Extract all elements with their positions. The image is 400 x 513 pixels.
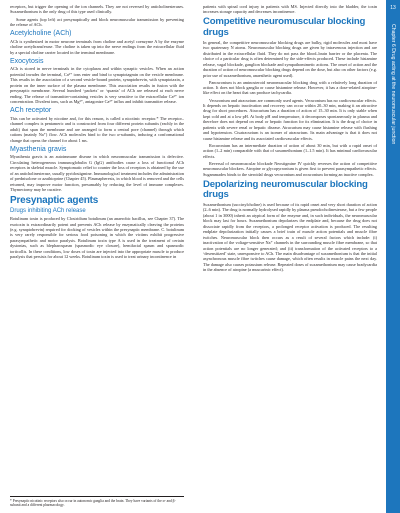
paragraph: receptors, but trigger the opening of the ion channels. They are not reversed by anticholinesterases. Suxamethonium is the only drug of this type used clinically.: [10, 4, 184, 15]
chapter-sidebar: [386, 0, 400, 513]
heading-presynaptic-agents: Presynaptic agents: [10, 195, 99, 207]
paragraph: This can be activated by nicotine and, for this reason, is called a nicotinic receptor.* The receptor–channel complex is pentameric and is constructed from four different protein subunits (eachly in the adult) that span the membrane and are arranged to form a central pore (channel) through which cations (mainly Na⁺) flow. ACh molecules bind to the two α-subunits, inducing a conformational change that opens the channel for about 1 ms.: [10, 115, 184, 143]
paragraph: Vecuronium and atracurium are commonly used agents. Vecuronium has no cardiovascular effects. It depends on hepatic inactivation and recovery can occur within 20–30 min, making it an attractive drug for short procedures. Atracurium has a duration of action of 15–30 min. It is only stable when kept cold and at a low pH. At body pH and temperature, it decomposes spontaneously in plasma and therefore does not depend on renal or hepatic function for its elimination. It is the drug of choice in patients with severe renal or hepatic disease. Atracurium may cause histamine release with flushing and hypotension. Cisatracurium is an isomer of atracurium. Its main advantage is that it does not cause histamine release and its associated cardiovascular effects.: [203, 97, 377, 141]
chapter-tab: Chapter 6 Drug acting at the neuromuscular junction: [390, 24, 396, 145]
heading-depolarizing-blocking-drugs: Depolarizing neuromuscular blocking drugs: [203, 178, 368, 201]
paragraph: ACh is stored in nerve terminals in the cytoplasm and within synaptic vesicles. When an action potential invades the terminal, Ca²⁺ ions enter and bind to synaptotagmin on the vesicle membrane. This results in the association of a second vesicle-bound protein, synaptobrevin, with synaptotaxin, a protein on the inner surface of the plasma membrane. This association results in fusion with the presynaptic membrane. Several hundred ‘packets’ or ‘quanta’ of ACh are released at each nerve ending. The release of transmitter-containing vesicles is very sensitive to the extracellular Ca²⁺ ion concentration. Divalent ions, such as Mg²⁺, antagonize Ca²⁺ influx and inhibit transmitter release.: [10, 66, 184, 105]
paragraph: patients with spinal cord injury in patients with MS. Injected directly into the bladder, the toxin increases storage capacity and decreases incontinence.: [203, 4, 377, 15]
page-number: 13: [390, 5, 396, 11]
paragraph: In general, the competitive neuromuscular blocking drugs are bulky, rigid molecules and most have two quaternary N atoms. Neuromuscular blocking drugs are given by intravenous injection and are distributed in the extracellular fluid. They do not pass the blood–brain barrier or the placenta. The choice of a particular drug is often determined by the side-effects produced. These include histamine release, vagal blockade, ganglion blockade and sympathomimetic actions. The onset of action and the duration of action of neuromuscular blocking drugs depend on the dose, but also on other factors (e.g. prior use of suxamethonium, anaesthetic agent used).: [203, 39, 377, 78]
paragraph: Botulinum toxin is produced by Clostridium botulinum (an anaerobic bacillus, see Chapter 37). The exotoxin is extraordinarily potent and prevents ACh release by enzymatically cleaving the proteins (e.g. synaptobrevin) required for docking of vesicles within the presynaptic membrane. C. botulinum is very rarely responsible for serious food poisoning in which the victims exhibit progressive parasympathetic and motor paralysis. Botulinum toxin type A is used in the treatment of certain dystonias, such as blepharospasm (spasmodic eye closure), hemifacial spasm and spasmodic torticollis. In these conditions, low doses of toxin are injected into the appropriate muscle to produce paralysis that persists for about 12 weeks. Botulinum toxin is used to treat urinary incontinence in: [10, 216, 184, 260]
paragraph: Suxamethonium (succinylcholine) is used because of its rapid onset and very short duration of action (2–6 min). The drug is normally hydrolysed rapidly by plasma pseudocholinesterase, but a few people (about 1 in 3000) inherit an atypical form of the enzyme and, in such individuals, the neuromuscular block may last for hours. Suxamethonium depolarizes the endplate and, because the drug does not dissociate rapidly from the receptors, a prolonged receptor activation is produced. The resulting endplate depolarization initially causes a brief train of muscle action potentials and muscle fibre twitches. Neuromuscular block then occurs as a result of several factors which include: (i) inactivation of the voltage-sensitive Na⁺ channels in the surrounding muscle fibre membrane, so that action potentials are no longer generated; and (ii) transformation of the activated receptors to a ‘desensitized’ state, unresponsive to ACh. The main disadvantage of suxamethonium is that the initial asynchronous muscle fibre twitches cause damage, which often results in muscle pains the next day. The damage also causes potassium release. Repeated doses of suxamethonium may cause bradycardia in the absence of atropine (a muscarinic effect).: [203, 201, 377, 273]
paragraph: ACh is synthesised in motor neurone terminals from choline and acetyl coenzyme A by the enzyme choline acetyltransferase. The choline is taken up into the nerve endings from the extracellular fluid by a special choline carrier located in the terminal membrane.: [10, 38, 184, 55]
paragraph: Myasthenia gravis is an autoimmune disease in which neuromuscular transmission is defective. Circulating heterogeneous immunoglobulin G (IgG) antibodies cause a loss of functional ACh receptors in skeletal muscle. Symptomatic relief to counter the loss of receptors is obtained by the use of an anticholinesterase, usually pyridostigmine. Immunological treatment includes the administration of prednisolone or azathioprine (Chapter 45). Plasmapheresis, in which blood is removed and the cells returned, may improve motor function, presumably by reducing the level of immune complexes. Thymectomy may be curative.: [10, 154, 184, 193]
heading-competitive-blocking-drugs: Competitive neuromuscular blocking drugs: [203, 16, 366, 38]
footnote: * Presynaptic nicotinic receptors also occur in autonomic ganglia and the brain. They have variants of the α- and β-subunit and a different pharmacology.: [10, 496, 184, 508]
heading-drugs-inhibiting-ach-release: Drugs inhibiting ACh release: [10, 208, 86, 215]
left-column: [10, 4, 184, 261]
heading-acetylcholine: Acetylcholine (ACh): [10, 29, 72, 37]
heading-myasthenia-gravis: Myasthenia gravis: [10, 145, 67, 153]
heading-exocytosis: Exocytosis: [10, 57, 44, 65]
heading-ach-receptor: ACh receptor: [10, 107, 52, 115]
paragraph: Pancuronium is an aminosteroid neuromuscular blocking drug with a relatively long duration of action. It does not block ganglia or cause histamine release. However, it has a dose-related atropine-like effect on the heart that can produce tachycardia.: [203, 79, 377, 96]
right-column: [203, 4, 377, 274]
paragraph: Rocuronium has an intermediate duration of action of about 30 min, but with a rapid onset of action (1–2 min) comparable with that of suxamethonium (1–1.5 min). It has minimal cardiovascular effects.: [203, 142, 377, 159]
paragraph: Some agents (top left) act presynaptically and block neuromuscular transmission by preventing the release of ACh.: [10, 16, 184, 27]
paragraph: Reversal of neuromuscular blockade Neostigmine IV quickly reverses the action of competitive neuromuscular blockers. Atropine or glycopyrronium is given first to prevent parasympathetic effects. Sugammadex binds to the steroidal drugs vecuronium and rocuronium forming an inactive complex.: [203, 160, 377, 177]
